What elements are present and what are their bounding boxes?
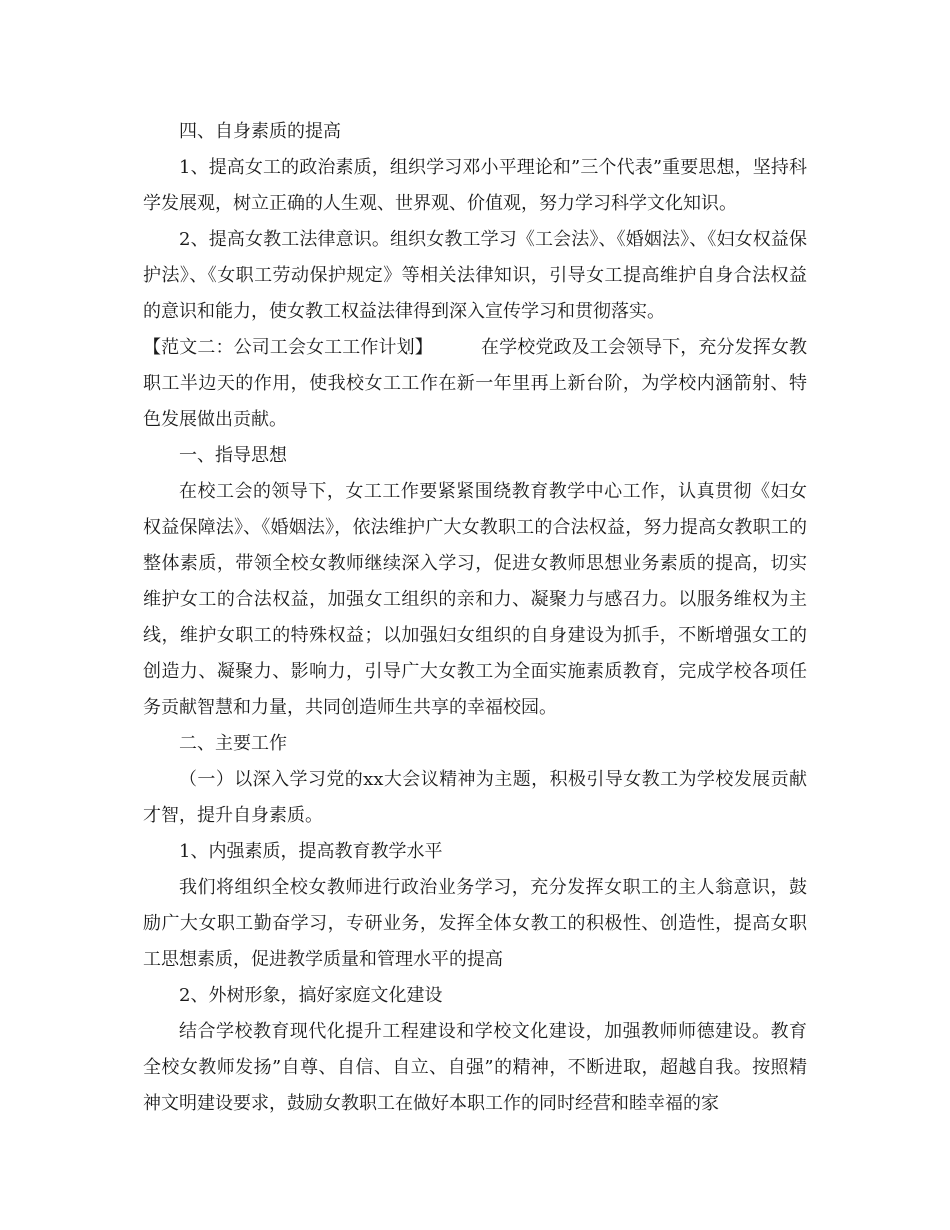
- body-paragraph: 1、提高女工的政治素质，组织学习邓小平理论和”三个代表”重要思想，坚持科学发展观，树立正确的人生观、世界观、价值观，努力学习科学文化知识。: [143, 157, 807, 214]
- body-paragraph: （一）以深入学习党的xx大会议精神为主题，积极引导女教工为学校发展贡献才智，提升自身素质。: [143, 769, 807, 826]
- body-paragraph: 2、提高女教工法律意识。组织女教工学习《工会法》、《婚姻法》、《妇女权益保护法》、《女职工劳动保护规定》等相关法律知识，引导女工提高维护自身合法权益的意识和能力，使女教工权益法律得到深入宣传学习和贯彻落实。: [143, 229, 807, 322]
- sample-paragraph: [143, 330, 807, 438]
- section-heading: 一、指导思想: [179, 445, 287, 466]
- sample-heading: 【范文二：公司工会女工工作计划】: [143, 337, 433, 358]
- document-body: [143, 114, 807, 1122]
- subsection-heading: 2、外树形象，搞好家庭文化建设: [179, 985, 443, 1006]
- section-heading: 四、自身素质的提高: [179, 121, 341, 142]
- subsection-heading: 1、内强素质，提高教育教学水平: [179, 841, 443, 862]
- body-paragraph: 结合学校教育现代化提升工程建设和学校文化建设，加强教师师德建设。教育全校女教师发扬”自尊、自信、自立、自强”的精神，不断进取，超越自我。按照精神文明建设要求，鼓励女教职工在做好本职工作的同时经营和睦幸福的家: [143, 1021, 807, 1114]
- section-heading: 二、主要工作: [179, 733, 287, 754]
- sample-intro: 在学校党政及工会领导下，充分发挥女教职工半边天的作用，使我校女工工作在新一年里再上新台阶，为学校内涵箭射、特色发展做出贡献。: [143, 337, 808, 430]
- body-paragraph: 我们将组织全校女教师进行政治业务学习，充分发挥女职工的主人翁意识，鼓励广大女职工勤奋学习，专研业务，发挥全体女教工的积极性、创造性，提高女职工思想素质，促进教学质量和管理水平的提高: [143, 877, 807, 970]
- body-paragraph: 在校工会的领导下，女工工作要紧紧围绕教育教学中心工作，认真贯彻《妇女权益保障法》、《婚姻法》，依法维护广大女教职工的合法权益，努力提高女教职工的整体素质，带领全校女教师继续深入学习，促进女教师思想业务素质的提高，切实维护女工的合法权益，加强女工组织的亲和力、凝聚力与感召力。以服务维权为主线，维护女职工的特殊权益；以加强妇女组织的自身建设为抓手，不断增强女工的创造力、凝聚力、影响力，引导广大女教工为全面实施素质教育，完成学校各项任务贡献智慧和力量，共同创造师生共享的幸福校园。: [143, 481, 807, 718]
